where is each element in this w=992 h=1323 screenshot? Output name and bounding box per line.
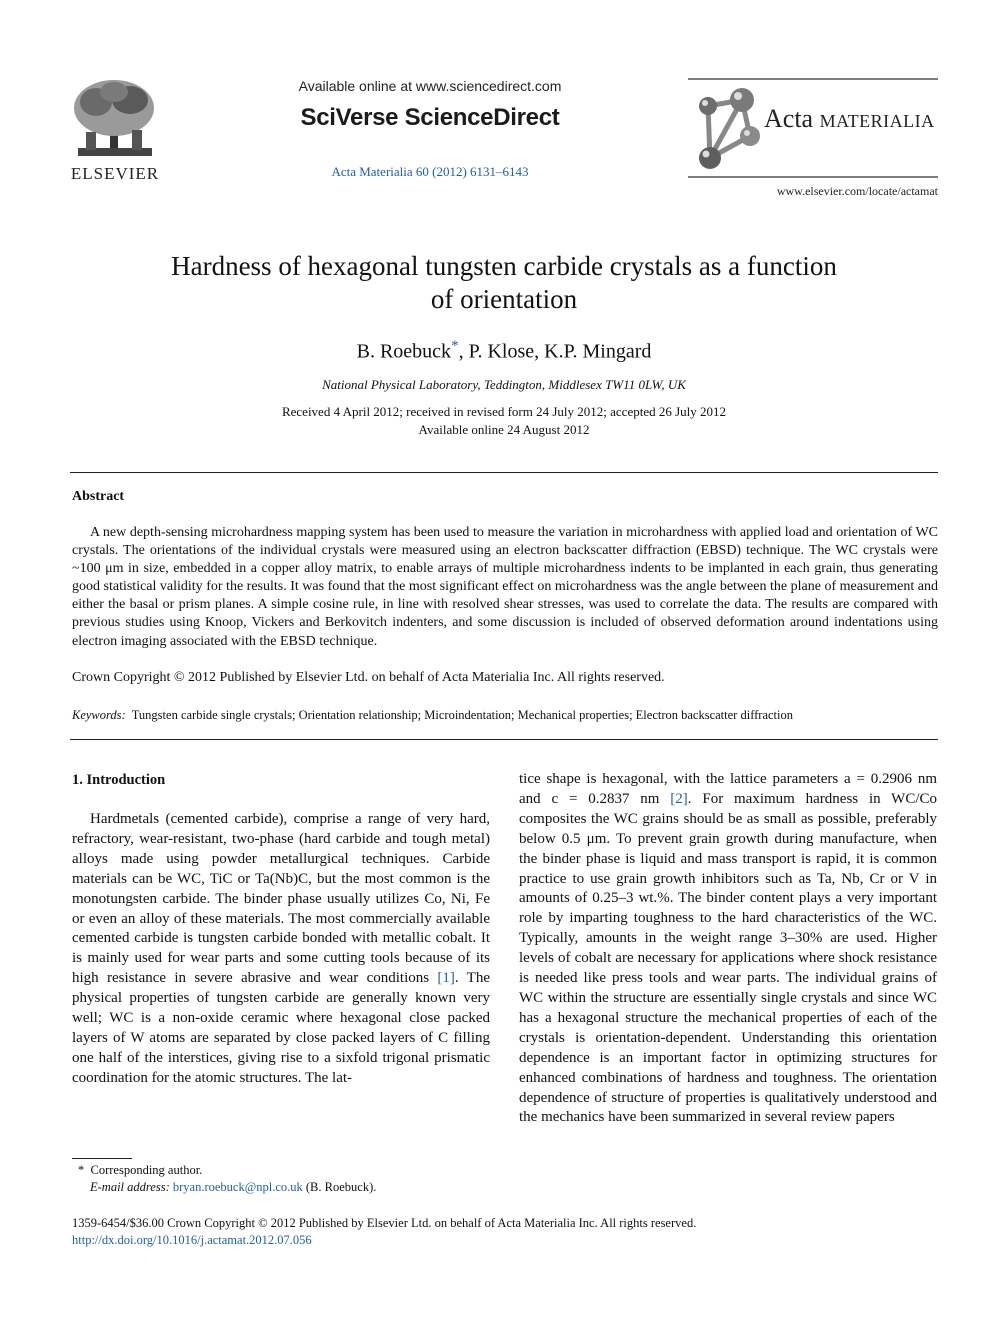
doi-link[interactable]: http://dx.doi.org/10.1016/j.actamat.2012.07.056 (72, 1233, 312, 1247)
abstract-copyright: Crown Copyright © 2012 Published by Elsevier Ltd. on behalf of Acta Materialia Inc. All rights reserved. (72, 670, 665, 685)
keywords-list: Tungsten carbide single crystals; Orientation relationship; Microindentation; Mechanical properties; Electron backscatter diffraction (131, 708, 793, 722)
intro-right-text-a: tice shape is hexagonal, with the lattice parameters a = 0.2906 nm and c = 0.2837 nm (519, 771, 937, 807)
intro-paragraph-left (72, 810, 490, 1089)
acta-word: Acta (764, 104, 814, 133)
abstract-heading: Abstract (72, 489, 125, 504)
citation-2-link[interactable]: [2] (670, 790, 688, 807)
sciverse-logo-text: SciVerse ScienceDirect (300, 104, 560, 131)
intro-left-text-b: . The physical properties of tungsten carbide are generally known very well; WC is a non-oxide ceramic where hexagonal close packed layers of W atoms are separated by close packed layers of C filling one half of the interstices, giving rise to a sixfold trigonal prismatic coordination for the atomic structures. The lat- (72, 970, 490, 1086)
footnote-corresponding (72, 1162, 492, 1179)
author-roebuck: B. Roebuck (356, 340, 452, 363)
affiliation: National Physical Laboratory, Teddington, Middlesex TW11 0LW, UK (322, 377, 686, 392)
section-heading-introduction: 1. Introduction (72, 772, 166, 788)
journal-url[interactable]: www.elsevier.com/locate/actamat (776, 184, 938, 198)
intro-right-text-b: . For maximum hardness in WC/Co composites the WC grains should be as small as possible, preferably below 0.5 μm. To prevent grain growth during manufacture, when the binder phase is liquid and mass transport is rapid, it is common practice to use grain growth inhibitors such as Ta, Nb, Cr or V in amounts of 0.25–3 wt.%. The binder content plays a very important role by imparting toughness to the hard characteristics of the WC. Typically, amounts in the weight range 3–30% are used. Higher levels of cobalt are necessary for applications where shock resistance is needed like press tools and wear parts. The individual grains of WC within the structure are essentially single crystals and since WC has a hexagonal structure the mechanical properties of each of the crystals is orientation-dependent. Understanding this orientation dependence is an important factor in optimizing structures for enhanced combinations of hardness and toughness. The orientation dependence of structure of properties is qualitatively understood and the mechanics have been summarized in several review papers (519, 790, 937, 1126)
email-label: E-mail address: (90, 1180, 170, 1194)
available-date: Available online 24 August 2012 (418, 422, 590, 437)
email-link[interactable]: bryan.roebuck@npl.co.uk (172, 1180, 303, 1194)
authors (70, 338, 938, 364)
acta-materialia-wordmark (764, 104, 935, 134)
journal-reference-link[interactable]: Acta Materialia 60 (2012) 6131–6143 (331, 164, 529, 179)
other-authors: , P. Klose, K.P. Mingard (458, 340, 652, 363)
footnote (72, 1162, 492, 1196)
abstract-text: A new depth-sensing microhardness mapping system has been used to measure the variation in microhardness with applied load and orientation of WC crystals. The orientations of the individual crystals were measured using an electron backscatter diffraction (EBSD) technique. The WC crystals were ~100 μm in size, embedded in a copper alloy matrix, to enable arrays of multiple microhardness indents to be implanted in each grain, thus generating good statistical validity for the results. It was found that the most significant effect on microhardness was the angle between the plane of measurement and either the basal or prism planes. A simple cosine rule, in line with resolved shear stresses, was used to correlate the data. The results are compared with previous studies using Knoop, Vickers and Berkovitch indenters, and some discussion is included of observed deformation around indentations using electron imaging associated with the EBSD technique. (72, 525, 938, 649)
keywords (72, 708, 938, 723)
materialia-word: MATERIALIA (819, 111, 935, 131)
article-title (70, 250, 938, 316)
title-line-1: Hardness of hexagonal tungsten carbide crystals as a function (171, 251, 837, 281)
abstract-bottom-divider (70, 739, 938, 740)
right-column (519, 770, 937, 1128)
citation-1-link[interactable]: [1] (437, 970, 455, 987)
elsevier-tree-icon (66, 76, 164, 162)
email-suffix: (B. Roebuck). (305, 1180, 377, 1194)
corresponding-star-link[interactable]: * (451, 338, 459, 354)
page-footer (72, 1215, 938, 1249)
footnote-divider (72, 1158, 132, 1159)
left-column (72, 810, 490, 1089)
intro-left-text-a: Hardmetals (cemented carbide), comprise a range of very hard, refractory, wear-resistant, two-phase (hard carbide and tough metal) alloys made using powder metallurgical techniques. Carbide materials can be WC, TiC or Ta(Nb)C, but the most common is the monotungsten carbide. The binder phase usually utilizes Co, Ni, Fe or even an alloy of these materials. The most commercially available cemented carbide is tungsten carbide bonded with metallic cobalt. It is mainly used for wear parts and some cutting tools because of its high resistance in severe abrasive and wear conditions (72, 811, 490, 987)
received-dates: Received 4 April 2012; received in revised form 24 July 2012; accepted 26 July 2012 (281, 404, 727, 419)
intro-paragraph-right (519, 770, 937, 1128)
available-online-text: Available online at www.sciencedirect.com (298, 78, 562, 94)
article-dates (70, 403, 938, 439)
title-line-2: of orientation (430, 284, 578, 314)
footnote-star: * (78, 1163, 85, 1177)
footnote-email (72, 1179, 492, 1196)
top-divider (70, 472, 938, 473)
keywords-label: Keywords: (72, 708, 126, 722)
issn-copyright: 1359-6454/$36.00 Crown Copyright © 2012 Published by Elsevier Ltd. on behalf of Acta Materialia Inc. All rights reserved. (72, 1216, 697, 1230)
elsevier-wordmark: ELSEVIER (70, 164, 160, 183)
footnote-corresponding-text: Corresponding author. (90, 1163, 203, 1177)
elsevier-logo (66, 76, 164, 184)
